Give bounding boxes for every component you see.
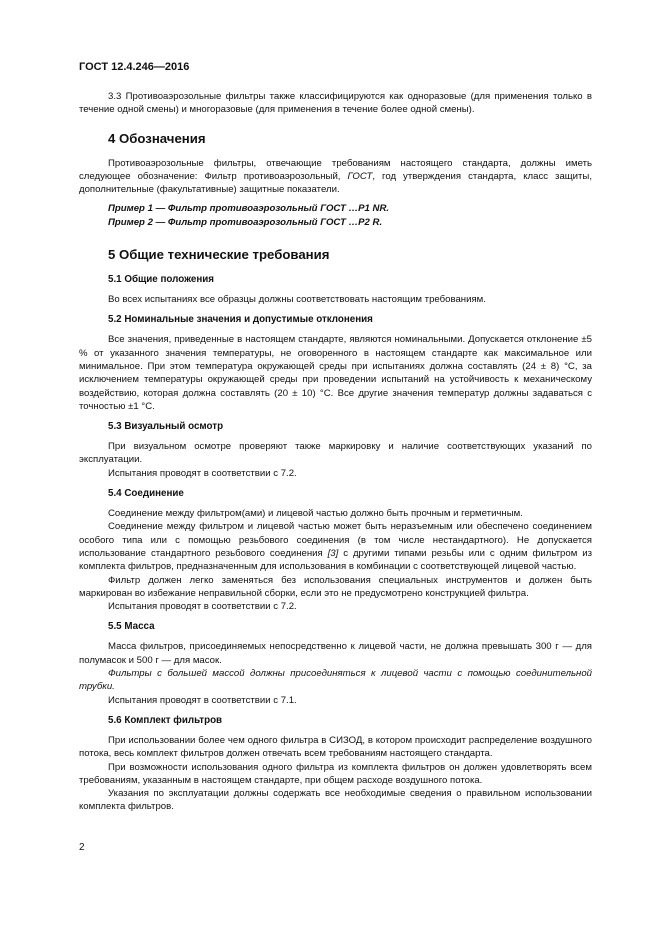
text-run: Соединение между фильтром и лицевой частью может быть неразъемным или обеспечено соединением особого типа или с помощью резьбового соединения (в том числе нестандартного). Не допускается использование стандартного резьбового соединения	[79, 521, 592, 559]
section-5-5-title: 5.5 Масса	[108, 621, 155, 633]
text-run: , год утверждения стандарта, класс защиты, дополнительные (факультативные) защитные показатели.	[79, 170, 592, 196]
section-5-4-paragraph-1: Соединение между фильтром(ами) и лицевой частью должно быть прочным и герметичным.	[108, 508, 523, 520]
section-5-6-paragraph-3: Указания по эксплуатации должны содержать все необходимые сведения о правильном использовании комплекта фильтров.	[79, 788, 592, 813]
section-5-4-paragraph-2	[79, 520, 592, 573]
document-body	[79, 90, 592, 814]
section-5-6-paragraph-1: При использовании более чем одного фильтра в СИЗОД, в котором происходит распределение воздушного потока, весь комплект фильтров должен отвечать всем требованиям настоящего стандарта.	[79, 734, 592, 760]
text-run: Противоаэрозольные фильтры, отвечающие требованиям настоящего стандарта, должны иметь следующее обозначение: Фильтр противоаэрозольный,	[79, 157, 592, 182]
section-5-3-title: 5.3 Визуальный осмотр	[108, 421, 224, 433]
gost-italic: ГОСТ	[347, 170, 373, 182]
section-5-6-title: 5.6 Комплект фильтров	[108, 714, 223, 726]
section-5-title: 5 Общие технические требования	[108, 247, 330, 263]
standard-header: ГОСТ 12.4.246—2016	[79, 61, 190, 73]
section-5-3-paragraph-2: Испытания проводят в соответствии с 7.2.	[108, 467, 297, 479]
section-5-2-paragraph: Все значения, приведенные в настоящем стандарте, являются номинальными. Допускается отклонение ±5 % от указанного значения температуры, не оговоренного в настоящем стандарте как максимальное или минимальное. При этом температура окружающей среды при испытаниях должна составлять (24 ± 8) °С, за исключением температуры окружающей среды при проведении испытаний на устойчивость к механическому воздействию, которая должна составлять (20 ± 10) °С. Все другие значения температур должны задаваться с точностью ±1 °С.	[79, 334, 592, 412]
page-number: 2	[79, 842, 85, 853]
section-5-3-paragraph-1: При визуальном осмотре проверяют также маркировку и наличие соответствующих указаний по эксплуатации.	[79, 441, 592, 466]
reference-3: [3]	[327, 547, 339, 559]
section-5-5-paragraph-2: Фильтры с большей массой должны присоединяться к лицевой части с помощью соединительной трубки.	[79, 668, 592, 693]
section-4-title: 4 Обозначения	[108, 130, 206, 146]
section-5-5-paragraph-1: Масса фильтров, присоединяемых непосредственно к лицевой части, не должна превышать 300 г — для полумасок и 500 г — для масок.	[79, 641, 592, 666]
section-5-6-paragraph-2: При возможности использования одного фильтра из комплекта фильтров он должен удовлетворять всем требованиям, указанным в настоящем стандарте, при общем расходе воздушного потока.	[79, 761, 592, 786]
section-5-1-paragraph: Во всех испытаниях все образцы должны соответствовать настоящим требованиям.	[108, 294, 486, 306]
clause-3-3: 3.3 Противоаэрозольные фильтры также классифицируются как одноразовые (для применения только в течение одной смены) и многоразовые (для применения в течение более одной смены).	[79, 91, 592, 116]
section-4-paragraph	[79, 157, 592, 197]
section-5-5-paragraph-3: Испытания проводят в соответствии с 7.1.	[108, 694, 297, 706]
section-5-1-title: 5.1 Общие положения	[108, 274, 215, 286]
section-5-4-title: 5.4 Соединение	[108, 488, 184, 500]
section-5-4-paragraph-3: Фильтр должен легко заменяться без использования специальных инструментов и должен быть маркирован во избежание неправильной сборки, если это не предусмотрено конструкцией фильтра.	[79, 574, 592, 599]
section-5-4-paragraph-4: Испытания проводят в соответствии с 7.2.	[108, 601, 297, 613]
section-5-2-title: 5.2 Номинальные значения и допустимые отклонения	[108, 314, 373, 326]
example-2: Пример 2 — Фильтр противоаэрозольный ГОСТ …P2 R.	[108, 216, 383, 228]
example-1: Пример 1 — Фильтр противоаэрозольный ГОСТ …P1 NR.	[108, 203, 390, 215]
text-run: с другими типами резьбы или с одним фильтром из комплекта фильтров, предназначенным для использования в комбинации с соответствующей лицевой частью.	[79, 547, 592, 573]
